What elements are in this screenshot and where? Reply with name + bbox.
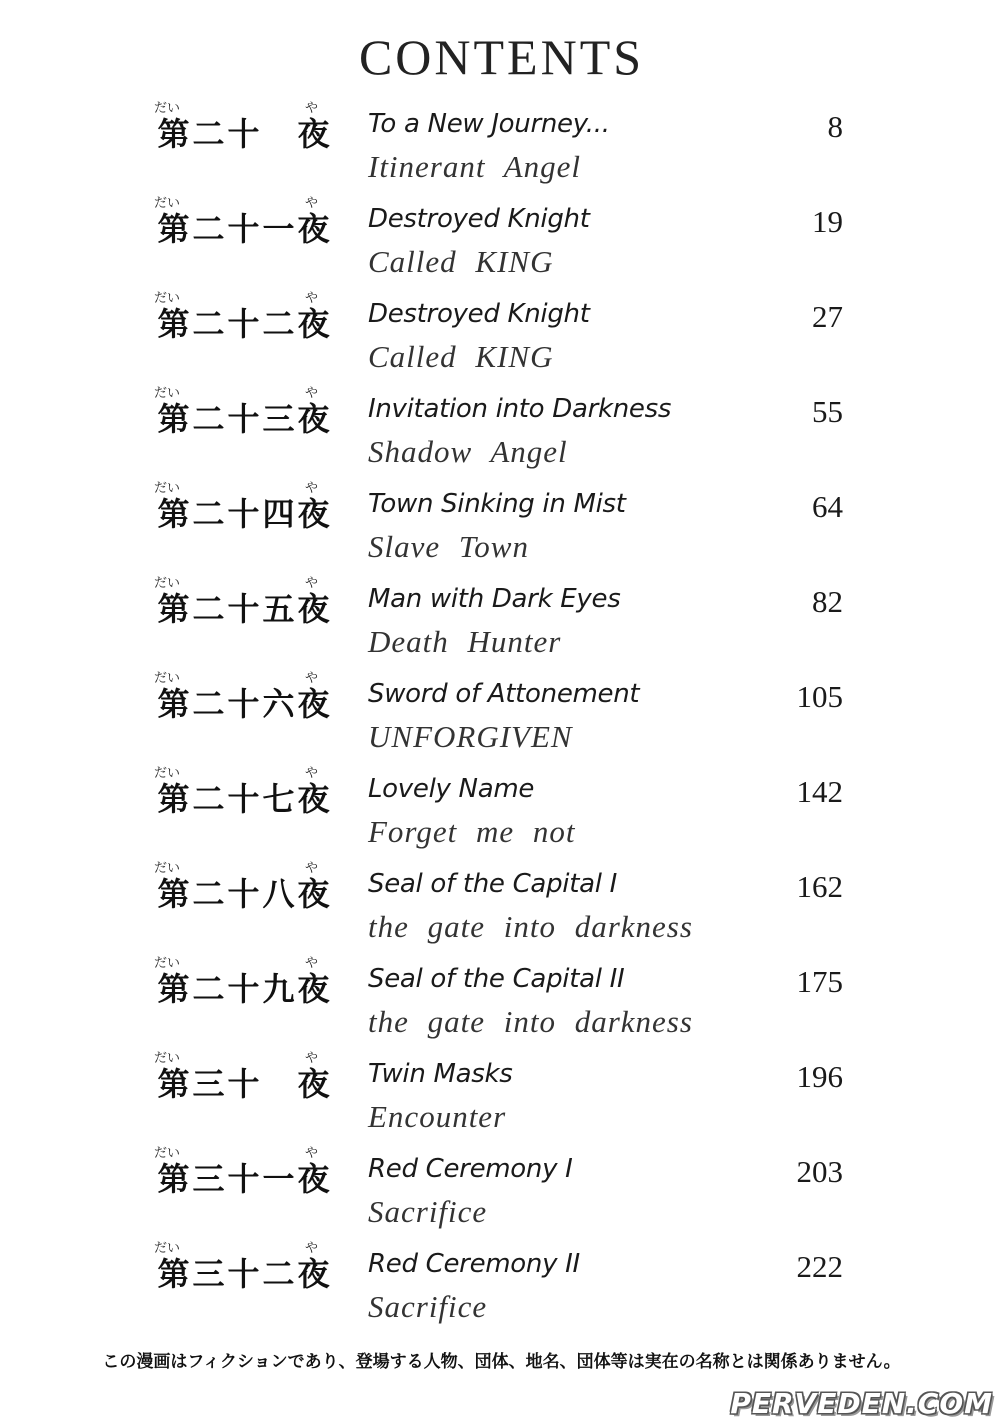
kanji-char: 一 [262,210,295,248]
kanji-char: 十 [227,1160,260,1198]
chapter-subtitle: Sacrifice [368,1194,488,1229]
chapter-subtitle: Called KING [368,244,554,279]
kanji-char: 二 [192,305,225,343]
kanji-char: 二 [262,305,295,343]
fiction-disclaimer: この漫画はフィクションであり、登場する人物、団体、地名、団体等は実在の名称とは関係ありません。 [102,1352,901,1372]
chapter-page-number: 203 [796,1154,843,1189]
kanji-char: 三 [192,1160,225,1198]
kanji-char: 夜 [297,1255,330,1293]
chapter-title: Invitation into Darkness [368,394,672,424]
kanji-char: 二 [192,115,225,153]
chapter-page-number: 175 [796,964,843,999]
chapter-entry[interactable] [0,97,1003,192]
chapter-subtitle: Encounter [368,1099,507,1134]
chapter-number-kanji [156,394,330,440]
chapter-number-kanji [156,679,330,725]
kanji-char: 夜 [297,970,330,1008]
kanji-char: 十 [227,115,260,153]
chapter-title: Red Ceremony I [368,1154,573,1184]
chapter-number-kanji [156,1249,330,1295]
kanji-char: 三 [192,1255,225,1293]
ruby-dai: だい [154,861,181,876]
kanji-char: 十 [227,780,260,818]
kanji-char: 二 [192,400,225,438]
kanji-char: 第 [157,1255,190,1293]
chapter-number-kanji [156,584,330,630]
kanji-char: 三 [192,1065,225,1103]
chapter-page-number: 64 [812,489,843,524]
chapter-subtitle: the gate into darkness [368,1004,693,1039]
kanji-char: 夜 [297,685,330,723]
ruby-ya: や [305,1146,319,1161]
kanji-char: 夜 [297,590,330,628]
kanji-char: 十 [227,590,260,628]
kanji-char: 一 [262,1160,295,1198]
ruby-ya: や [305,196,319,211]
ruby-dai: だい [154,481,181,496]
chapter-subtitle: Slave Town [368,529,529,564]
kanji-char: 十 [227,875,260,913]
chapter-page-number: 27 [812,299,843,334]
chapter-title: Seal of the Capital II [368,964,625,994]
ruby-dai: だい [154,766,181,781]
ruby-ya: や [305,1241,319,1256]
chapter-number-kanji [156,774,330,820]
chapter-number-kanji [156,489,330,535]
kanji-char: 二 [262,1255,295,1293]
kanji-char: 二 [192,685,225,723]
kanji-char: 第 [157,115,190,153]
kanji-char: 十 [227,495,260,533]
ruby-dai: だい [154,671,181,686]
kanji-char: 夜 [297,305,330,343]
kanji-char: 夜 [297,115,330,153]
chapter-subtitle: Shadow Angel [368,434,568,469]
kanji-char: 三 [262,400,295,438]
chapter-number-kanji [156,299,330,345]
chapter-title: Man with Dark Eyes [368,584,621,614]
kanji-char: 二 [192,780,225,818]
kanji-char: 第 [157,400,190,438]
kanji-char: 十 [227,970,260,1008]
chapter-title: Red Ceremony II [368,1249,580,1279]
chapter-entry[interactable] [0,667,1003,762]
kanji-char: 第 [157,210,190,248]
kanji-char: 第 [157,305,190,343]
ruby-ya: や [305,1051,319,1066]
chapter-number-kanji [156,964,330,1010]
kanji-char: 二 [192,970,225,1008]
kanji-char: 二 [192,590,225,628]
kanji-char: 第 [157,780,190,818]
ruby-dai: だい [154,576,181,591]
chapter-title: To a New Journey... [368,109,610,139]
kanji-char: 十 [227,210,260,248]
kanji-char: 四 [262,495,295,533]
chapter-number-kanji [156,1059,330,1105]
chapter-number-kanji [156,204,330,250]
chapter-title: Sword of Attonement [368,679,640,709]
kanji-char: 十 [227,1255,260,1293]
kanji-char: 八 [262,875,295,913]
contents-heading: CONTENTS [358,29,645,85]
kanji-char: 七 [262,780,295,818]
chapter-entry[interactable] [0,1047,1003,1142]
chapter-title: Town Sinking in Mist [368,489,626,519]
ruby-ya: や [305,101,319,116]
kanji-char: 第 [157,1065,190,1103]
chapter-entry[interactable] [0,382,1003,477]
ruby-ya: や [305,291,319,306]
kanji-char: 十 [227,400,260,438]
ruby-ya: や [305,576,319,591]
chapter-title: Twin Masks [368,1059,513,1089]
chapter-subtitle: Death Hunter [368,624,562,659]
chapter-subtitle: Forget me not [368,814,576,849]
kanji-char: 第 [157,970,190,1008]
kanji-char: 五 [262,590,295,628]
ruby-ya: や [305,956,319,971]
kanji-char: 夜 [297,400,330,438]
kanji-char: 二 [192,875,225,913]
chapter-number-kanji [156,869,330,915]
chapter-subtitle: Sacrifice [368,1289,488,1324]
chapter-entry[interactable] [0,192,1003,287]
kanji-char: 二 [192,210,225,248]
kanji-char: 六 [262,685,295,723]
kanji-char: 十 [227,685,260,723]
ruby-ya: や [305,386,319,401]
chapter-entry[interactable] [0,1142,1003,1237]
site-watermark: PERVEDEN.COM [726,1387,997,1420]
kanji-char: 第 [157,1160,190,1198]
ruby-dai: だい [154,956,181,971]
kanji-char: 第 [157,875,190,913]
chapter-number-kanji [156,1154,330,1200]
kanji-char: 十 [227,305,260,343]
kanji-char: 第 [157,685,190,723]
chapter-page-number: 55 [812,394,843,429]
chapter-title: Seal of the Capital I [368,869,617,899]
kanji-char: 第 [157,590,190,628]
chapter-title: Destroyed Knight [368,299,590,329]
chapter-title: Lovely Name [368,774,535,804]
ruby-dai: だい [154,1146,181,1161]
chapter-subtitle: Itinerant Angel [368,149,581,184]
chapter-page-number: 196 [796,1059,843,1094]
chapter-entry[interactable] [0,762,1003,857]
kanji-char: 夜 [297,1065,330,1103]
ruby-dai: だい [154,101,181,116]
chapter-subtitle: the gate into darkness [368,909,693,944]
chapter-page-number: 82 [812,584,843,619]
kanji-char: 夜 [297,1160,330,1198]
chapter-page-number: 142 [796,774,843,809]
chapter-page-number: 105 [796,679,843,714]
chapter-entry[interactable] [0,572,1003,667]
chapter-entry[interactable] [0,477,1003,572]
chapter-entry[interactable] [0,952,1003,1047]
chapter-title: Destroyed Knight [368,204,590,234]
chapter-page-number: 8 [827,109,843,144]
ruby-ya: や [305,766,319,781]
ruby-ya: や [305,671,319,686]
chapter-page-number: 19 [812,204,843,239]
ruby-dai: だい [154,1051,181,1066]
chapter-entry[interactable] [0,857,1003,952]
kanji-char: 第 [157,495,190,533]
ruby-dai: だい [154,1241,181,1256]
chapter-entry[interactable] [0,1237,1003,1332]
ruby-ya: や [305,861,319,876]
ruby-ya: や [305,481,319,496]
kanji-char: 夜 [297,875,330,913]
ruby-dai: だい [154,386,181,401]
kanji-char: 夜 [297,210,330,248]
kanji-char: 二 [192,495,225,533]
kanji-char: 夜 [297,495,330,533]
chapter-page-number: 222 [796,1249,843,1284]
ruby-dai: だい [154,196,181,211]
chapter-number-kanji [156,109,330,155]
chapter-subtitle: UNFORGIVEN [368,719,573,754]
chapter-subtitle: Called KING [368,339,554,374]
kanji-char: 十 [227,1065,260,1103]
chapter-entry[interactable] [0,287,1003,382]
ruby-dai: だい [154,291,181,306]
kanji-char: 夜 [297,780,330,818]
kanji-char: 九 [262,970,295,1008]
chapter-page-number: 162 [796,869,843,904]
